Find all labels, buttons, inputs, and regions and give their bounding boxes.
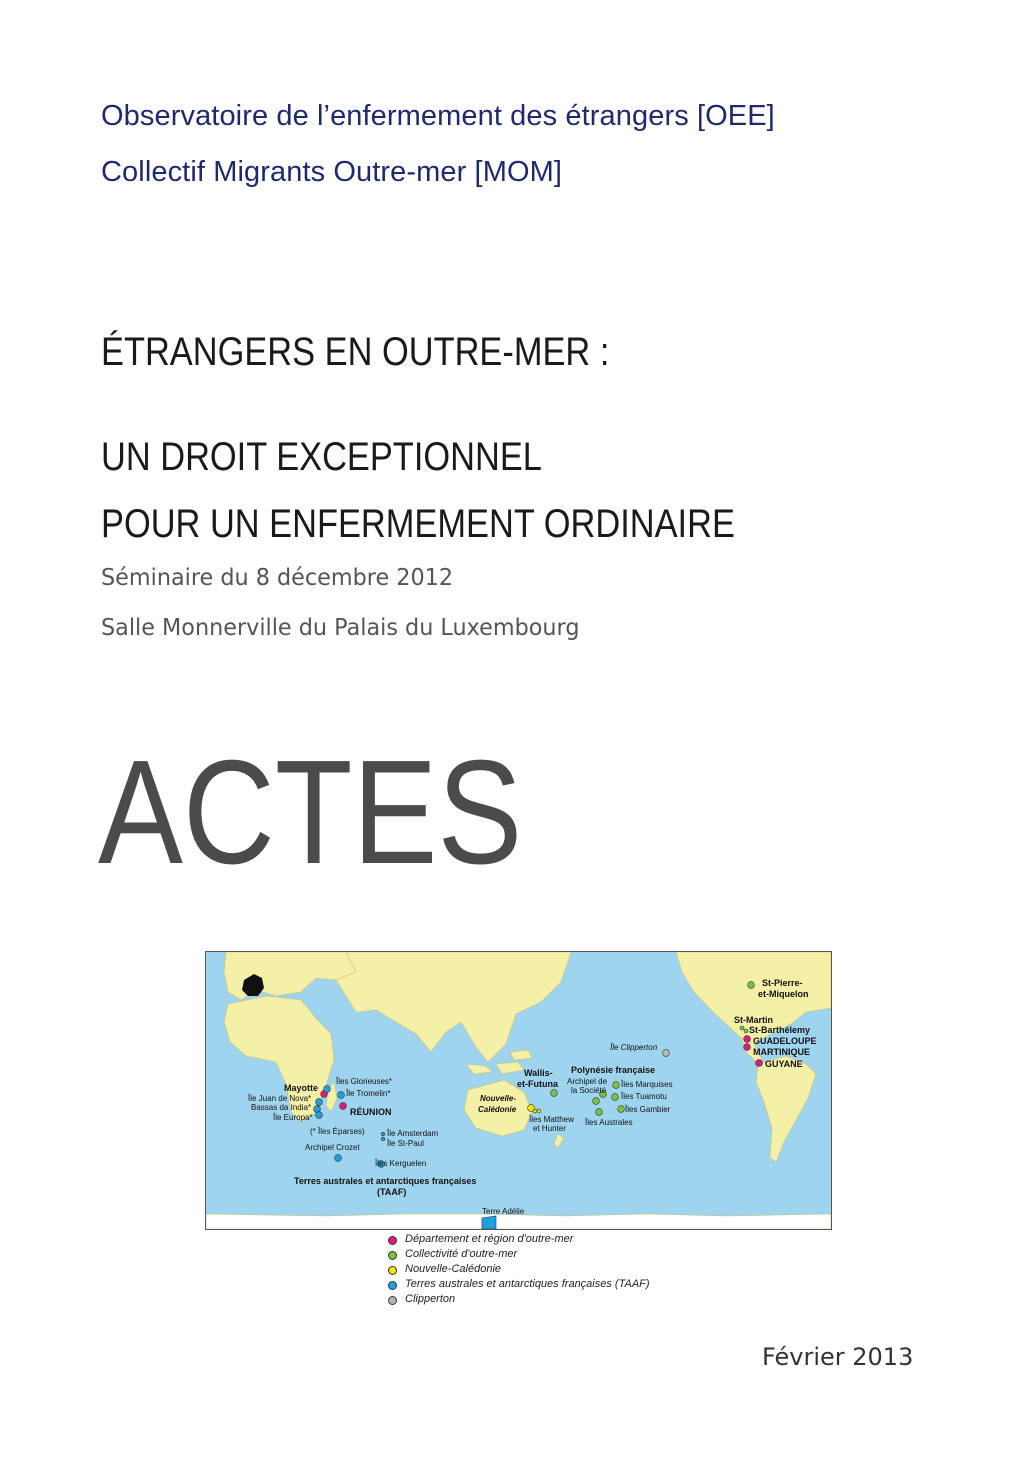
map-label-marquises: Îles Marquises: [621, 1080, 673, 1089]
map-label-taaf-2: (TAAF): [377, 1187, 407, 1197]
actes-heading: ACTES: [98, 730, 523, 895]
legend-item: [388, 1232, 708, 1247]
legend-label: Clipperton: [405, 1293, 456, 1305]
map-label-st-martin: St-Martin: [734, 1015, 773, 1025]
legend-item: [388, 1292, 708, 1307]
legend-label: Département et région d'outre-mer: [405, 1233, 574, 1245]
map-label-kerguelen: Îles Kerguelen: [375, 1159, 427, 1168]
map-label-reunion: RÉUNION: [350, 1107, 392, 1117]
map-label-europa: Île Europa*: [273, 1113, 313, 1122]
legend-label: Nouvelle-Calédonie: [405, 1263, 502, 1275]
map-label-st-pierre: St-Pierre-: [762, 978, 803, 988]
map-label-archipel-societe: Archipel de: [567, 1077, 608, 1086]
map-label-clipperton: Île Clipperton: [610, 1043, 658, 1052]
legend-label: Terres australes et antarctiques françaises (TAAF): [405, 1278, 650, 1290]
legend-swatch: [388, 1296, 397, 1305]
map-label-st-paul: Île St-Paul: [387, 1139, 424, 1148]
map-label-st-barthelemy: St-Barthélemy: [749, 1025, 811, 1035]
map-label-matthew-2: et Hunter: [533, 1124, 566, 1133]
organization-mom: Collectif Migrants Outre-mer [MOM]: [101, 156, 563, 188]
legend-item: [388, 1277, 708, 1292]
map-label-australes: Îles Australes: [585, 1118, 633, 1127]
map-label-amsterdam: Île Amsterdam: [387, 1129, 439, 1138]
title-line-1: ÉTRANGERS EN OUTRE-MER :: [101, 330, 610, 374]
legend-swatch: [388, 1266, 397, 1275]
map-label-wallis: Wallis-: [524, 1068, 553, 1078]
legend-swatch: [388, 1251, 397, 1260]
map-label-crozet: Archipel Crozet: [305, 1143, 360, 1152]
map-label-tuamotu: Îles Tuamotu: [621, 1092, 667, 1101]
legend-item: [388, 1262, 708, 1277]
map-label-terre-adelie: Terre Adélie: [482, 1207, 525, 1216]
map-label-nouvelle-caledonie: Nouvelle-: [480, 1094, 517, 1103]
legend-swatch: [388, 1236, 397, 1245]
title-line-3: POUR UN ENFERMEMENT ORDINAIRE: [101, 502, 735, 546]
map-label-mayotte: Mayotte: [284, 1083, 319, 1093]
title-line-2: UN DROIT EXCEPTIONNEL: [101, 435, 542, 479]
map-label-nouvelle-caledonie-2: Calédonie: [478, 1105, 517, 1114]
map-label-eparses: (* Îles Éparses): [310, 1127, 365, 1136]
map-label-guyane: GUYANE: [765, 1059, 803, 1069]
seminar-venue: Salle Monnerville du Palais du Luxembourg: [101, 615, 580, 641]
map-label-archipel-societe-2: la Société: [571, 1086, 607, 1095]
map-label-gambier: Îles Gambier: [625, 1105, 671, 1114]
map-label-matthew: Îles Matthew: [529, 1115, 574, 1124]
map-label-juan-de-nova: Île Juan de Nova*: [248, 1094, 312, 1103]
publication-date: Février 2013: [762, 1343, 914, 1371]
organization-oee: Observatoire de l’enfermement des étrangers [OEE]: [101, 100, 775, 132]
map-label-glorieuses: Îles Glorieuses*: [336, 1077, 393, 1086]
map-label-taaf: Terres australes et antarctiques françaises: [294, 1176, 477, 1186]
map-legend: [388, 1232, 708, 1307]
map-label-tromelin: Île Tromelin*: [346, 1089, 391, 1098]
map-label-st-pierre-2: et-Miquelon: [758, 989, 809, 999]
map-label-bassas: Bassas da India*: [251, 1103, 312, 1112]
legend-swatch: [388, 1281, 397, 1290]
map-label-guadeloupe: GUADELOUPE: [753, 1036, 817, 1046]
seminar-date: Séminaire du 8 décembre 2012: [101, 565, 454, 591]
legend-label: Collectivité d'outre-mer: [405, 1248, 518, 1260]
map-label-polynesie: Polynésie française: [571, 1065, 656, 1075]
map-label-martinique: MARTINIQUE: [753, 1047, 810, 1057]
map-label-wallis-2: et-Futuna: [517, 1079, 558, 1089]
overseas-territories-map: [205, 951, 832, 1230]
legend-item: [388, 1247, 708, 1262]
